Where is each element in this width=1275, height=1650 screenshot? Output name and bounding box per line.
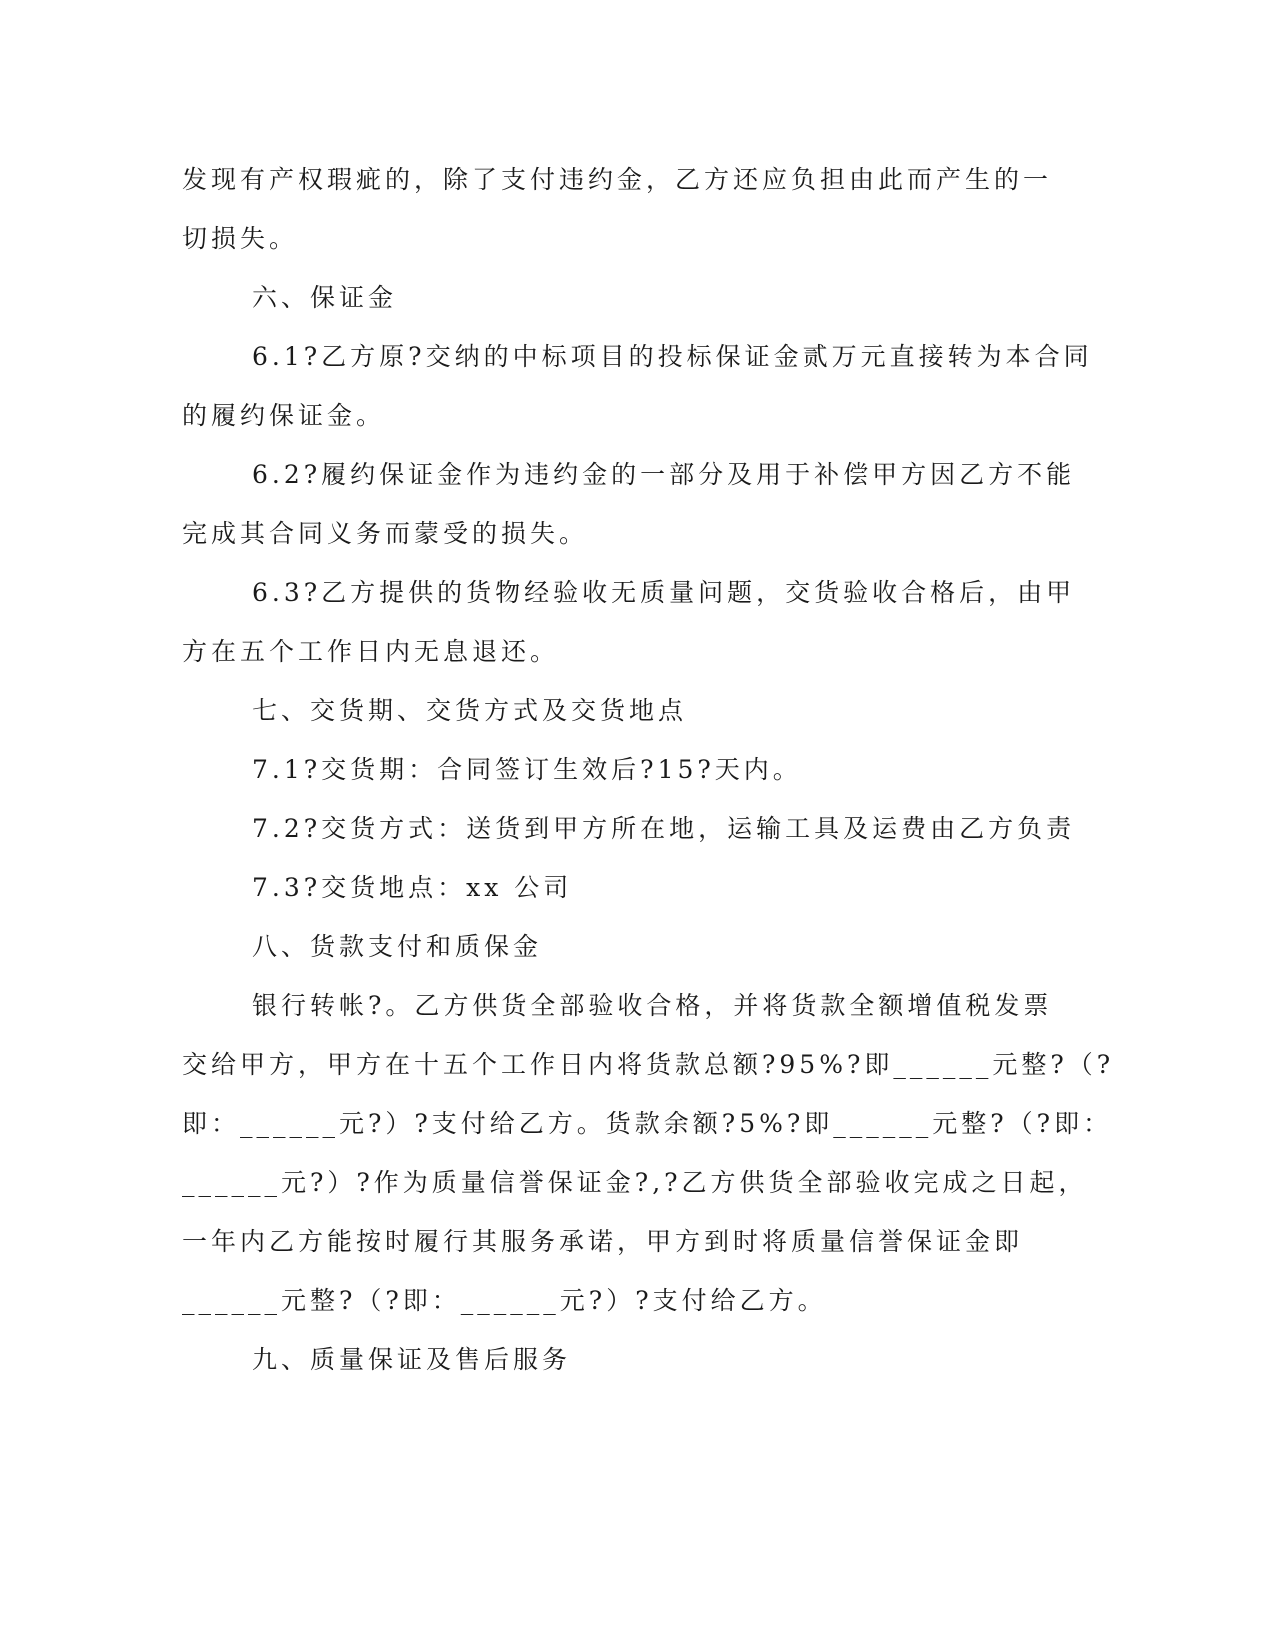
paragraph-line: 发现有产权瑕疵的，除了支付违约金，乙方还应负担由此而产生的一 [182, 165, 1053, 194]
paragraph-line: 7.1?交货期：合同签订生效后?15?天内。 [252, 755, 802, 784]
section-heading: 八、货款支付和质保金 [252, 932, 543, 961]
paragraph-line: 6.1?乙方原?交纳的中标项目的投标保证金贰万元直接转为本合同 [252, 342, 1093, 371]
paragraph-line: 6.3?乙方提供的货物经验收无质量问题，交货验收合格后，由甲 [252, 578, 1076, 607]
paragraph-line: 切损失。 [182, 224, 299, 253]
paragraph-line: 6.2?履约保证金作为违约金的一部分及用于补偿甲方因乙方不能 [252, 460, 1076, 489]
paragraph-line: 7.2?交货方式：送货到甲方所在地，运输工具及运费由乙方负责 [252, 814, 1076, 843]
paragraph-line: 完成其合同义务而蒙受的损失。 [182, 519, 589, 548]
section-heading: 七、交货期、交货方式及交货地点 [252, 696, 688, 725]
paragraph-line: 的履约保证金。 [182, 401, 386, 430]
paragraph-line: 交给甲方，甲方在十五个工作日内将货款总额?95%?即______元整?（? [182, 1050, 1115, 1079]
paragraph-line: ______元整?（?即：______元?）?支付给乙方。 [182, 1286, 827, 1315]
paragraph-line: 7.3?交货地点：xx 公司 [252, 873, 573, 902]
paragraph-line: ______元?）?作为质量信誉保证金?,?乙方供货全部验收完成之日起， [182, 1168, 1088, 1197]
paragraph-line: 银行转帐?。乙方供货全部验收合格，并将货款全额增值税发票 [252, 991, 1053, 1020]
section-heading: 九、质量保证及售后服务 [252, 1345, 572, 1374]
paragraph-line: 方在五个工作日内无息退还。 [182, 637, 560, 666]
section-heading: 六、保证金 [252, 283, 398, 312]
paragraph-line: 即：______元?）?支付给乙方。货款余额?5%?即______元整?（?即： [182, 1109, 1113, 1138]
paragraph-line: 一年内乙方能按时履行其服务承诺，甲方到时将质量信誉保证金即 [182, 1227, 1024, 1256]
